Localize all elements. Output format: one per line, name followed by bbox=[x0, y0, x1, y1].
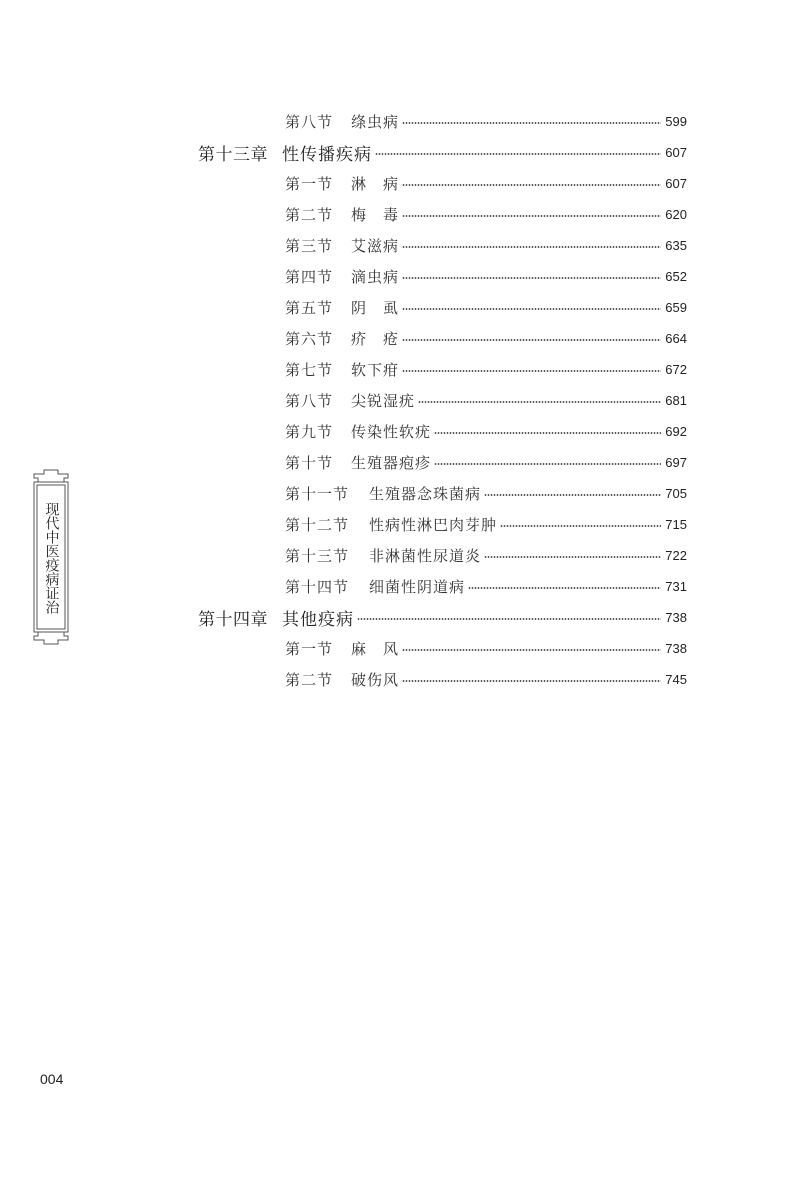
dot-leader bbox=[484, 494, 661, 496]
section-title: 破伤风 bbox=[351, 670, 400, 689]
section-title: 疥 疮 bbox=[351, 329, 400, 348]
section-number: 第十一节 bbox=[285, 484, 350, 503]
page-ref: 672 bbox=[665, 361, 687, 377]
section-number: 第二节 bbox=[285, 670, 334, 689]
section-title: 淋 病 bbox=[351, 174, 400, 193]
section-title: 阴 虱 bbox=[351, 298, 400, 317]
section-number: 第七节 bbox=[285, 360, 334, 379]
dot-leader bbox=[402, 308, 661, 310]
side-tab bbox=[30, 468, 72, 646]
section-title: 尖锐湿疣 bbox=[351, 391, 416, 410]
page-ref: 607 bbox=[665, 144, 687, 160]
page-ref: 738 bbox=[665, 640, 687, 656]
chapter-number: 第十四章 bbox=[198, 609, 268, 630]
section-number: 第四节 bbox=[285, 267, 334, 286]
page-ref: 705 bbox=[665, 485, 687, 501]
toc-entry-chapter[interactable] bbox=[198, 137, 687, 167]
dot-leader bbox=[468, 587, 661, 589]
section-title: 绦虫病 bbox=[351, 112, 400, 131]
toc-entry-chapter[interactable] bbox=[198, 602, 687, 632]
toc-entry-section[interactable] bbox=[285, 633, 687, 663]
section-title: 生殖器念珠菌病 bbox=[369, 484, 482, 503]
toc-entry-section[interactable] bbox=[285, 416, 687, 446]
book-title: 现代中医疫病证治 bbox=[43, 502, 60, 614]
toc-entry-section[interactable] bbox=[285, 664, 687, 694]
page-ref: 652 bbox=[665, 268, 687, 284]
page-ref: 731 bbox=[665, 578, 687, 594]
toc-entry-section[interactable] bbox=[285, 447, 687, 477]
page-ref: 692 bbox=[665, 423, 687, 439]
dot-leader bbox=[402, 370, 661, 372]
toc-entry-section[interactable] bbox=[285, 509, 687, 539]
toc-entry-section[interactable] bbox=[285, 199, 687, 229]
dot-leader bbox=[402, 122, 661, 124]
chapter-title: 其他疫病 bbox=[282, 609, 354, 630]
toc-entry-section[interactable] bbox=[285, 354, 687, 384]
dot-leader bbox=[402, 277, 661, 279]
toc-entry-section[interactable] bbox=[285, 292, 687, 322]
section-number: 第二节 bbox=[285, 205, 334, 224]
dot-leader bbox=[418, 401, 661, 403]
section-title: 滴虫病 bbox=[351, 267, 400, 286]
toc-entry-section[interactable] bbox=[285, 478, 687, 508]
dot-leader bbox=[434, 432, 661, 434]
page-ref: 664 bbox=[665, 330, 687, 346]
page-ref: 722 bbox=[665, 547, 687, 563]
page-ref: 599 bbox=[665, 113, 687, 129]
page-ref: 745 bbox=[665, 671, 687, 687]
section-number: 第一节 bbox=[285, 639, 334, 658]
section-number: 第五节 bbox=[285, 298, 334, 317]
dot-leader bbox=[402, 339, 661, 341]
page-number: 004 bbox=[40, 1071, 64, 1087]
toc-entry-section[interactable] bbox=[285, 323, 687, 353]
dot-leader bbox=[434, 463, 661, 465]
page-ref: 635 bbox=[665, 237, 687, 253]
page-ref: 607 bbox=[665, 175, 687, 191]
section-title: 梅 毒 bbox=[351, 205, 400, 224]
dot-leader bbox=[402, 246, 661, 248]
page-ref: 697 bbox=[665, 454, 687, 470]
toc-entry-section[interactable] bbox=[285, 230, 687, 260]
section-title: 麻 风 bbox=[351, 639, 400, 658]
section-title: 细菌性阴道病 bbox=[369, 577, 466, 596]
page-ref: 715 bbox=[665, 516, 687, 532]
toc-entry-section[interactable] bbox=[285, 168, 687, 198]
page-ref: 659 bbox=[665, 299, 687, 315]
section-number: 第十二节 bbox=[285, 515, 350, 534]
section-title: 性病性淋巴肉芽肿 bbox=[369, 515, 498, 534]
section-number: 第十四节 bbox=[285, 577, 350, 596]
toc-entry-section[interactable] bbox=[285, 571, 687, 601]
section-number: 第一节 bbox=[285, 174, 334, 193]
section-title: 生殖器疱疹 bbox=[351, 453, 432, 472]
toc-entry-section[interactable] bbox=[285, 385, 687, 415]
toc-entry-section[interactable] bbox=[285, 106, 687, 136]
section-number: 第六节 bbox=[285, 329, 334, 348]
toc-entry-section[interactable] bbox=[285, 540, 687, 570]
section-number: 第十节 bbox=[285, 453, 334, 472]
section-title: 非淋菌性尿道炎 bbox=[369, 546, 482, 565]
dot-leader bbox=[500, 525, 661, 527]
page-ref: 620 bbox=[665, 206, 687, 222]
chapter-number: 第十三章 bbox=[198, 144, 268, 165]
section-title: 传染性软疣 bbox=[351, 422, 432, 441]
page-ref: 738 bbox=[665, 609, 687, 625]
dot-leader bbox=[357, 618, 661, 620]
section-number: 第八节 bbox=[285, 112, 334, 131]
section-number: 第九节 bbox=[285, 422, 334, 441]
section-title: 软下疳 bbox=[351, 360, 400, 379]
dot-leader bbox=[402, 649, 661, 651]
dot-leader bbox=[402, 680, 661, 682]
section-number: 第八节 bbox=[285, 391, 334, 410]
page-ref: 681 bbox=[665, 392, 687, 408]
section-title: 艾滋病 bbox=[351, 236, 400, 255]
chapter-title: 性传播疾病 bbox=[282, 144, 372, 165]
dot-leader bbox=[375, 153, 661, 155]
toc-entry-section[interactable] bbox=[285, 261, 687, 291]
dot-leader bbox=[484, 556, 661, 558]
section-number: 第三节 bbox=[285, 236, 334, 255]
dot-leader bbox=[402, 215, 661, 217]
dot-leader bbox=[402, 184, 661, 186]
section-number: 第十三节 bbox=[285, 546, 350, 565]
